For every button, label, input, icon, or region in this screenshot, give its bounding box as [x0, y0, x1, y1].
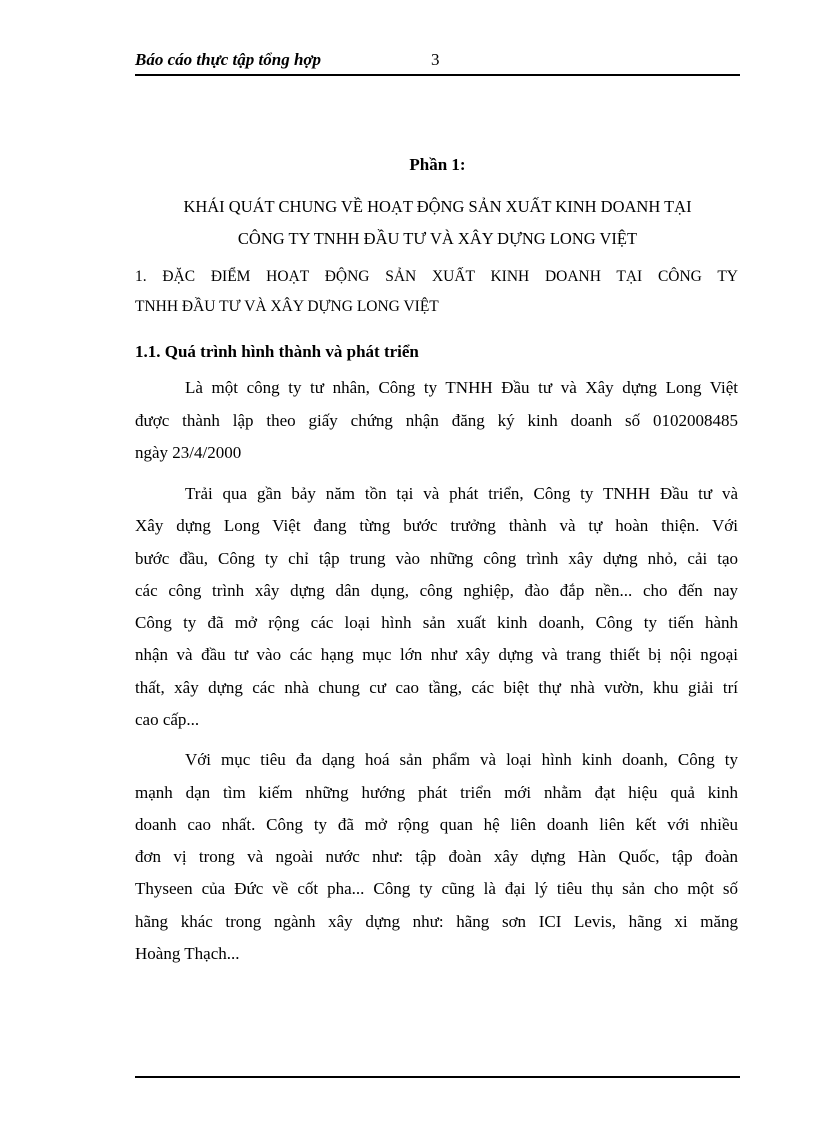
paragraph-1-line-2: được thành lập theo giấy chứng nhận đăng ký kinh doanh số 0102008485: [135, 411, 738, 430]
footer-rule: [135, 1076, 740, 1078]
paragraph-3-line-1: Với mục tiêu đa dạng hoá sản phẩm và loại hình kinh doanh, Công ty: [185, 750, 738, 769]
section-heading-line-1: 1. ĐẶC ĐIỂM HOẠT ĐỘNG SẢN XUẤT KINH DOANH TẠI CÔNG TY: [135, 268, 738, 285]
header-title: Báo cáo thực tập tổng hợp: [135, 50, 322, 69]
page-number: 3: [431, 50, 440, 69]
paragraph-2-line-6: nhận và đầu tư vào các hạng mục lớn như xây dựng và trang thiết bị nội ngoại: [135, 645, 738, 664]
page-header: [135, 48, 740, 76]
subsection-heading: 1.1. Quá trình hình thành và phát triển: [135, 342, 419, 361]
paragraph-2-line-4: các công trình xây dựng dân dụng, công nghiệp, đào đắp nền... cho đến nay: [135, 581, 738, 600]
paragraph-2-line-2: Xây dựng Long Việt đang từng bước trưởng thành và tự hoàn thiện. Với: [135, 516, 738, 535]
chapter-title-line-1: KHÁI QUÁT CHUNG VỀ HOẠT ĐỘNG SẢN XUẤT KINH DOANH TẠI: [183, 197, 692, 216]
paragraph-3-line-6: hãng khác trong ngành xây dựng như: hãng sơn ICI Levis, hãng xi măng: [135, 912, 738, 931]
chapter-title-line-2: CÔNG TY TNHH ĐẦU TƯ VÀ XÂY DỰNG LONG VIỆT: [237, 229, 638, 248]
paragraph-2-line-3: bước đầu, Công ty chỉ tập trung vào những công trình xây dựng nhỏ, cải tạo: [135, 549, 738, 568]
paragraph-3-line-7: Hoàng Thạch...: [135, 944, 240, 963]
paragraph-2-line-5: Công ty đã mở rộng các loại hình sản xuất kinh doanh, Công ty tiến hành: [135, 613, 738, 632]
paragraph-1-line-3: ngày 23/4/2000: [135, 443, 242, 462]
paragraph-3-line-3: doanh cao nhất. Công ty đã mở rộng quan hệ liên doanh liên kết với nhiều: [135, 815, 738, 834]
paragraph-3-line-5: Thyseen của Đức về cốt pha... Công ty cũng là đại lý tiêu thụ sản cho một số: [135, 879, 738, 898]
paragraph-2-line-7: thất, xây dựng các nhà chung cư cao tầng, các biệt thự nhà vườn, khu giải trí: [135, 678, 738, 697]
paragraph-2-line-8: cao cấp...: [135, 710, 200, 729]
part-label: Phần 1:: [409, 155, 466, 174]
paragraph-3-line-2: mạnh dạn tìm kiếm những hướng phát triển mới nhằm đạt hiệu quả kinh: [135, 783, 738, 802]
paragraph-2-line-1: Trải qua gần bảy năm tồn tại và phát triển, Công ty TNHH Đầu tư và: [185, 484, 738, 503]
paragraph-3-line-4: đơn vị trong và ngoài nước như: tập đoàn xây dựng Hàn Quốc, tập đoàn: [135, 847, 738, 866]
paragraph-1-line-1: Là một công ty tư nhân, Công ty TNHH Đầu tư và Xây dựng Long Việt: [185, 378, 738, 397]
section-heading-line-2: TNHH ĐẦU TƯ VÀ XÂY DỰNG LONG VIỆT: [135, 298, 439, 315]
